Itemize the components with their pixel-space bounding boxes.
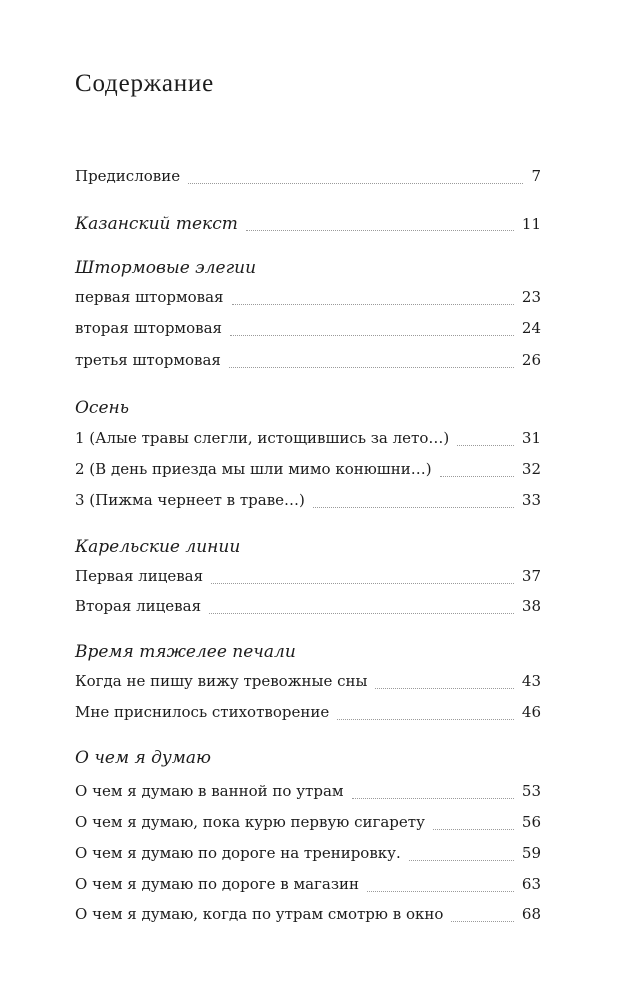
entry-label: 1 (Алые травы слегли, истощившись за лето…): [75, 429, 450, 447]
entry-page: 63: [521, 875, 541, 893]
entry-label: третья штормовая: [75, 351, 221, 369]
dot-leader: [209, 612, 514, 614]
dot-leader: [229, 366, 514, 368]
dot-leader: [232, 303, 514, 305]
entry-page: 26: [521, 351, 541, 369]
entry-page: 31: [521, 429, 541, 447]
toc-entry: [75, 351, 541, 373]
dot-leader: [352, 797, 514, 799]
entry-label: 3 (Пижма чернеет в траве…): [75, 491, 305, 509]
entry-label: Когда не пишу вижу тревожные сны: [75, 672, 368, 690]
toc-entry: [75, 288, 541, 310]
dot-leader: [451, 920, 514, 922]
entry-page: 11: [521, 215, 541, 233]
entry-page: 24: [521, 319, 541, 337]
entry-label: Мне приснилось стихотворение: [75, 703, 330, 721]
dot-leader: [230, 334, 514, 336]
dot-leader: [409, 859, 514, 861]
toc-entry-kazan: [75, 214, 541, 236]
entry-page: 46: [521, 703, 541, 721]
entry-label: О чем я думаю по дороге в магазин: [75, 875, 360, 893]
dot-leader: [457, 444, 514, 446]
toc-entry-preface: [75, 167, 541, 189]
toc-entry: [75, 813, 541, 835]
entry-label: Казанский текст: [75, 214, 238, 234]
toc-entry: [75, 319, 541, 341]
dot-leader: [375, 687, 513, 689]
entry-page: 68: [521, 905, 541, 923]
dot-leader: [337, 718, 514, 720]
section-heading-karelian: Карельские линии: [75, 537, 241, 557]
toc-entry: [75, 875, 541, 897]
entry-label: О чем я думаю, пока курю первую сигарету: [75, 813, 425, 831]
toc-entry: [75, 429, 541, 451]
toc-entry: [75, 782, 541, 804]
toc-entry: [75, 672, 541, 694]
toc-entry: [75, 491, 541, 513]
entry-page: 23: [521, 288, 541, 306]
dot-leader: [188, 182, 523, 184]
entry-page: 7: [531, 167, 541, 185]
page-title: Содержание: [75, 70, 214, 97]
entry-label: Вторая лицевая: [75, 597, 202, 615]
toc-entry: [75, 844, 541, 866]
entry-label: 2 (В день приезда мы шли мимо конюшни…): [75, 460, 432, 478]
toc-entry: [75, 597, 541, 619]
section-heading-storm: Штормовые элегии: [75, 258, 257, 278]
entry-page: 37: [521, 567, 541, 585]
toc-entry: [75, 460, 541, 482]
section-heading-thinking: О чем я думаю: [75, 748, 211, 768]
entry-page: 56: [521, 813, 541, 831]
entry-label: О чем я думаю, когда по утрам смотрю в окно: [75, 905, 444, 923]
dot-leader: [433, 828, 514, 830]
entry-page: 32: [521, 460, 541, 478]
entry-label: О чем я думаю по дороге на тренировку.: [75, 844, 401, 862]
dot-leader: [211, 582, 514, 584]
entry-page: 38: [521, 597, 541, 615]
entry-label: первая штормовая: [75, 288, 224, 306]
dot-leader: [246, 229, 514, 231]
section-heading-time: Время тяжелее печали: [75, 642, 296, 662]
toc-entry: [75, 905, 541, 927]
entry-page: 33: [521, 491, 541, 509]
entry-label: Первая лицевая: [75, 567, 204, 585]
entry-page: 59: [521, 844, 541, 862]
entry-label: вторая штормовая: [75, 319, 222, 337]
dot-leader: [440, 475, 514, 477]
entry-label: Предисловие: [75, 167, 181, 185]
section-heading-autumn: Осень: [75, 398, 129, 418]
toc-entry: [75, 703, 541, 725]
toc-entry: [75, 567, 541, 589]
dot-leader: [313, 506, 514, 508]
entry-label: О чем я думаю в ванной по утрам: [75, 782, 344, 800]
dot-leader: [367, 890, 514, 892]
entry-page: 43: [521, 672, 541, 690]
entry-page: 53: [521, 782, 541, 800]
